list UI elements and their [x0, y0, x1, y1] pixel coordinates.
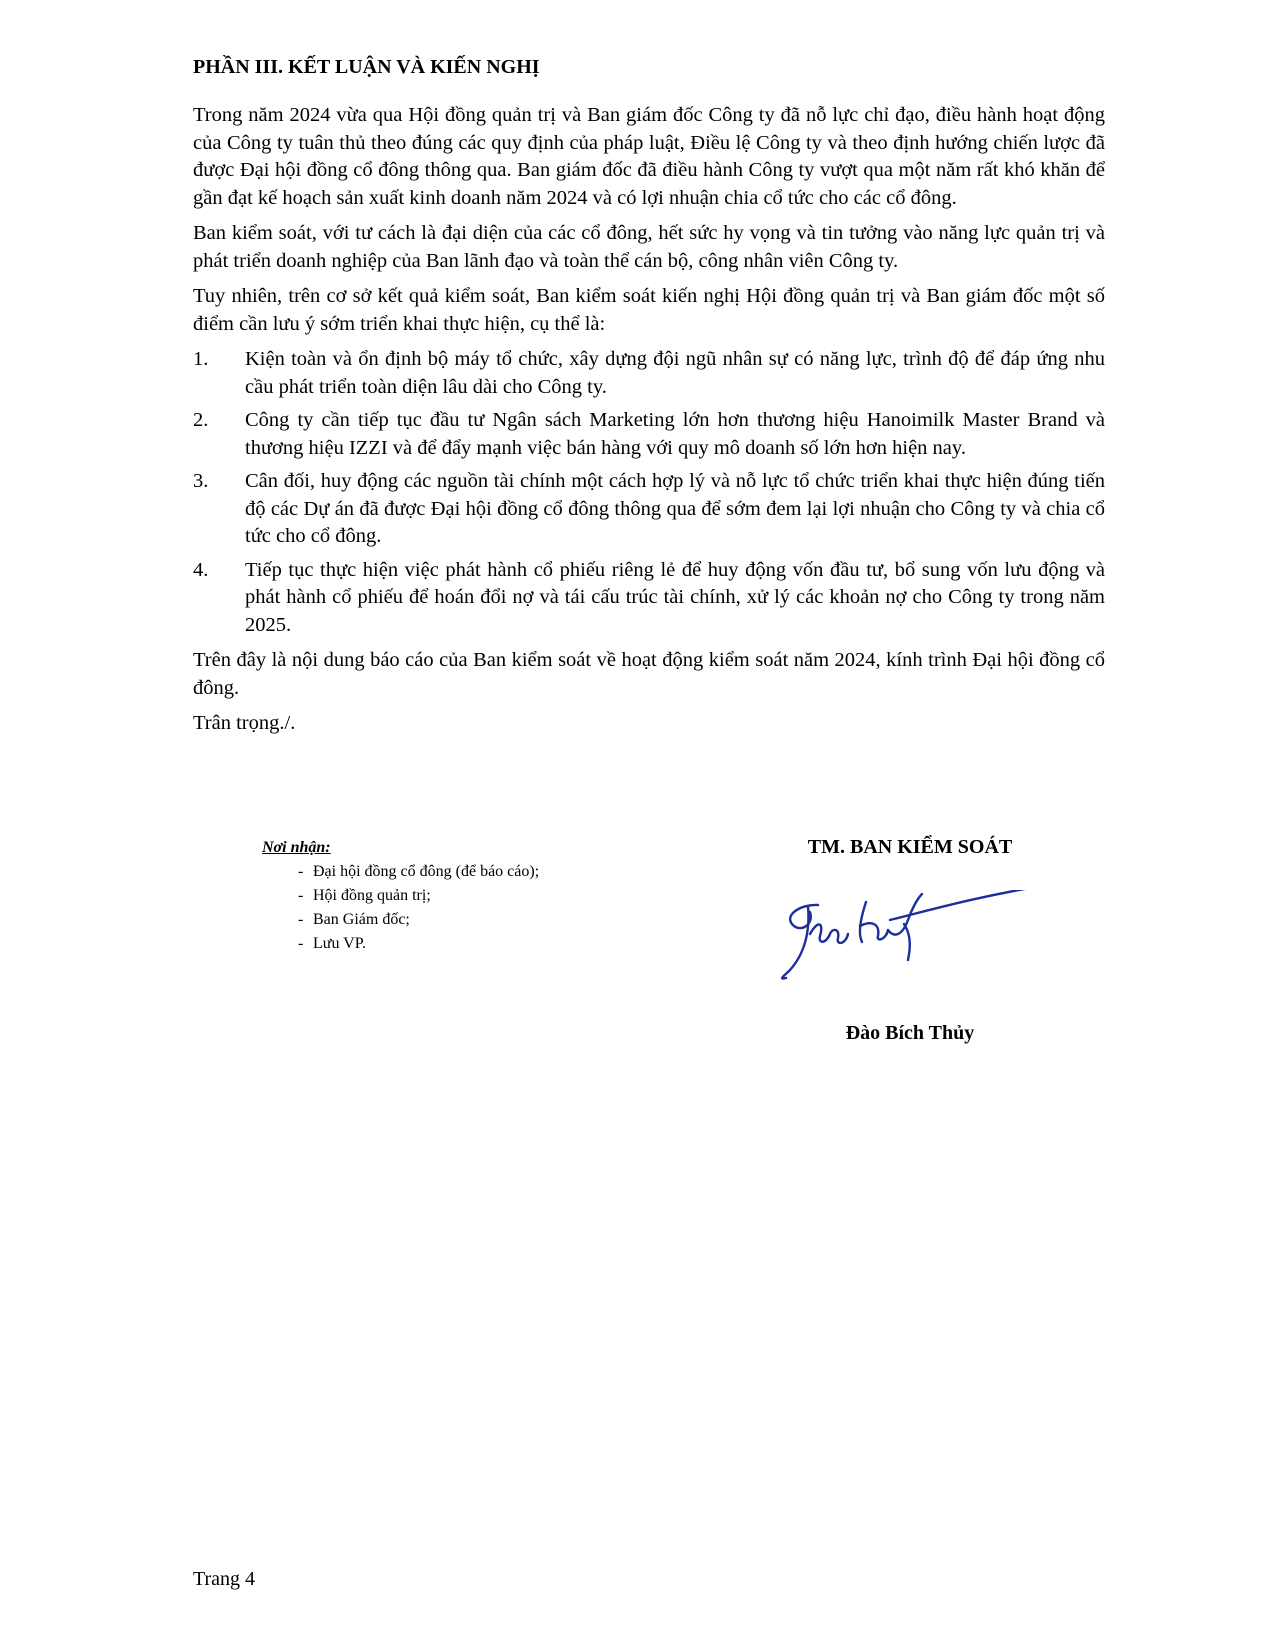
item-text: Công ty cần tiếp tục đầu tư Ngân sách Marketing lớn hơn thương hiệu Hanoimilk Master Brand và thương hiệu IZZI và để đẩy mạnh việc bán hàng với quy mô doanh số lớn hơn hiện nay.: [245, 409, 1105, 459]
paragraph: Trong năm 2024 vừa qua Hội đồng quản trị và Ban giám đốc Công ty đã nỗ lực chỉ đạo, điều hành hoạt động của Công ty tuân thủ theo đúng các quy định của pháp luật, Điều lệ Công ty và theo định hướng chiến lược đã được Đại hội đồng cổ đông thông qua. Ban giám đốc đã điều hành Công ty vượt qua một năm rất khó khăn để gần đạt kế hoạch sản xuất kinh doanh năm 2024 và có lợi nhuận chia cổ tức cho các cổ đông.: [193, 104, 1105, 209]
item-number: 2.: [193, 409, 209, 431]
recipients-label: Nơi nhận:: [262, 839, 331, 856]
item-number: 1.: [193, 348, 209, 370]
item-number: 3.: [193, 470, 209, 492]
item-text: Tiếp tục thực hiện việc phát hành cổ phiếu riêng lẻ để huy động vốn đầu tư, bổ sung vốn lưu động và phát hành cổ phiếu để hoán đổi nợ và tái cấu trúc tài chính, xử lý các khoản nợ cho Công ty trong năm 2025.: [245, 558, 1105, 636]
handwritten-signature: [780, 890, 1060, 1000]
section-heading: PHẦN III. KẾT LUẬN VÀ KIẾN NGHỊ: [193, 56, 540, 78]
recipients-block: [262, 836, 539, 956]
recipient-item: - Lưu VP.: [298, 932, 539, 956]
recommendation-item: [193, 407, 1105, 462]
paragraph: Tuy nhiên, trên cơ sở kết quả kiểm soát, Ban kiểm soát kiến nghị Hội đồng quản trị và Ban giám đốc một số điểm cần lưu ý sớm triển khai thực hiện, cụ thể là:: [193, 285, 1105, 335]
recommendation-list: [193, 346, 1105, 639]
recommendation-item: [193, 557, 1105, 640]
recommendation-item: [193, 346, 1105, 401]
recommendation-item: [193, 468, 1105, 551]
signatory-name: Đào Bích Thủy: [845, 1022, 975, 1044]
paragraph: Ban kiểm soát, với tư cách là đại diện của các cổ đông, hết sức hy vọng và tin tưởng vào năng lực quản trị và phát triển doanh nghiệp của Ban lãnh đạo và toàn thể cán bộ, công nhân viên Công ty.: [193, 222, 1105, 272]
report-body: [193, 102, 1105, 746]
recipient-item: - Ban Giám đốc;: [298, 908, 539, 932]
recipient-item: - Đại hội đồng cổ đông (để báo cáo);: [298, 860, 539, 884]
recipient-item: - Hội đồng quản trị;: [298, 884, 539, 908]
recipients-list: [262, 860, 539, 956]
item-text: Cân đối, huy động các nguồn tài chính một cách hợp lý và nỗ lực tổ chức triển khai thực hiện đúng tiến độ các Dự án đã được Đại hội đồng cổ đông thông qua để sớm đem lại lợi nhuận cho Công ty và chia cổ tức cho cổ đông.: [245, 470, 1105, 547]
closing-line: Trân trọng./.: [193, 712, 296, 734]
conclusion-paragraph: Trên đây là nội dung báo cáo của Ban kiểm soát về hoạt động kiểm soát năm 2024, kính trình Đại hội đồng cổ đông.: [193, 649, 1105, 699]
item-number: 4.: [193, 558, 209, 581]
signatory-title: TM. BAN KIỂM SOÁT: [807, 836, 1013, 858]
page-number: Trang 4: [193, 1568, 256, 1590]
item-text: Kiện toàn và ổn định bộ máy tổ chức, xây dựng đội ngũ nhân sự có năng lực, trình độ để đáp ứng nhu cầu phát triển toàn diện lâu dài cho Công ty.: [245, 348, 1105, 398]
